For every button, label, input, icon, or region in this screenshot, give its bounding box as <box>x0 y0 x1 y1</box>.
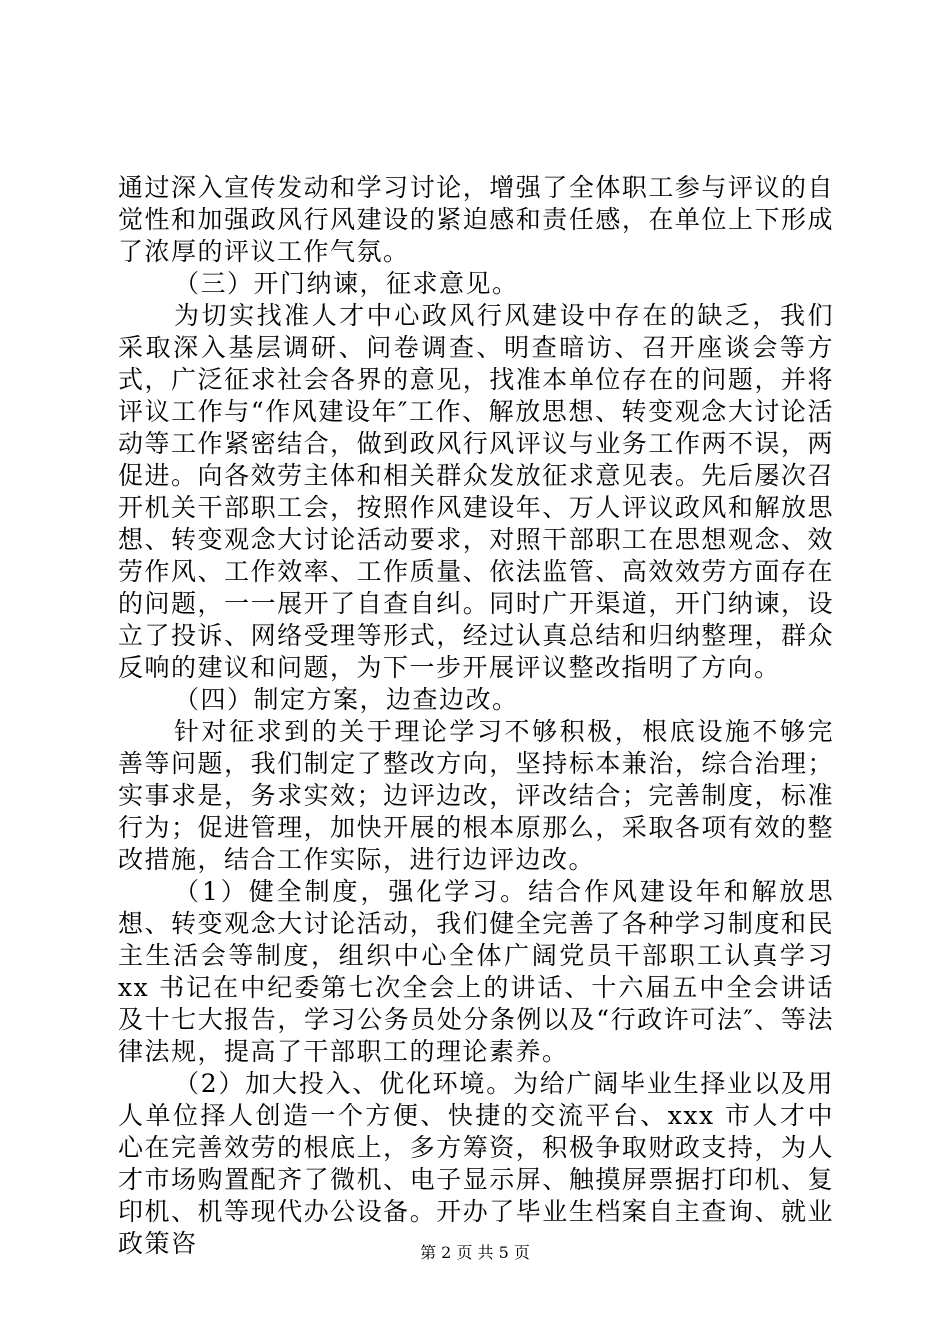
page-footer: 第 2 页 共 5 页 <box>420 1243 530 1262</box>
section-heading-3: （三）开门纳谏，征求意见。 <box>174 269 519 298</box>
paragraph-continuation: 通过深入宣传发动和学习讨论，增强了全体职工参与评议的自觉性和加强政风行风建设的紧迫感和责任感，在单位上下形成了浓厚的评议工作气氛。 <box>118 173 834 266</box>
section-heading-4: （四）制定方案，边查边改。 <box>174 685 519 714</box>
paragraph-item-2: （2）加大投入、优化环境。为给广阔毕业生择业以及用人单位择人创造一个方便、快捷的交流平台、xxx 市人才中心在完善效劳的根底上，多方筹资，积极争取财政支持，为人才市场购置配齐了微机、电子显示屏、触摸屏票据打印机、复印机、机等现代办公设备。开办了毕业生档案自主查询、就业政策咨 <box>118 1069 834 1258</box>
paragraph-rectification: 针对征求到的关于理论学习不够积极，根底设施不够完善等问题，我们制定了整改方向，坚持标本兼治，综合治理；实事求是，务求实效；边评边改，评改结合；完善制度，标准行为；促进管理，加快开展的根本原那么，采取各项有效的整改措施，结合工作实际，进行边评边改。 <box>118 717 834 874</box>
paragraph-item-1: （1）健全制度，强化学习。结合作风建设年和解放思想、转变观念大讨论活动，我们健全完善了各种学习制度和民主生活会等制度，组织中心全体广阔党员干部职工认真学习 xx 书记在中纪委第七次全会上的讲话、十六届五中全会讲话及十七大报告，学习公务员处分条例以及“行政许可法″、等法律法规，提高了干部职工的理论素养。 <box>118 877 834 1066</box>
paragraph-solicit-opinions: 为切实找准人才中心政风行风建设中存在的缺乏，我们采取深入基层调研、问卷调查、明查暗访、召开座谈会等方式，广泛征求社会各界的意见，找准本单位存在的问题，并将评议工作与“作风建设年″工作、解放思想、转变观念大讨论活动等工作紧密结合，做到政风行风评议与业务工作两不误，两促进。向各效劳主体和相关群众发放征求意见表。先后屡次召开机关干部职工会，按照作风建设年、万人评议政风和解放思想、转变观念大讨论活动要求，对照干部职工在思想观念、效劳作风、工作效率、工作质量、依法监管、高效效劳方面存在的问题，一一展开了自查自纠。同时广开渠道，开门纳谏，设立了投诉、网络受理等形式，经过认真总结和归纳整理，群众反响的建议和问题，为下一步开展评议整改指明了方向。 <box>118 301 834 682</box>
document-body <box>118 172 834 1260</box>
